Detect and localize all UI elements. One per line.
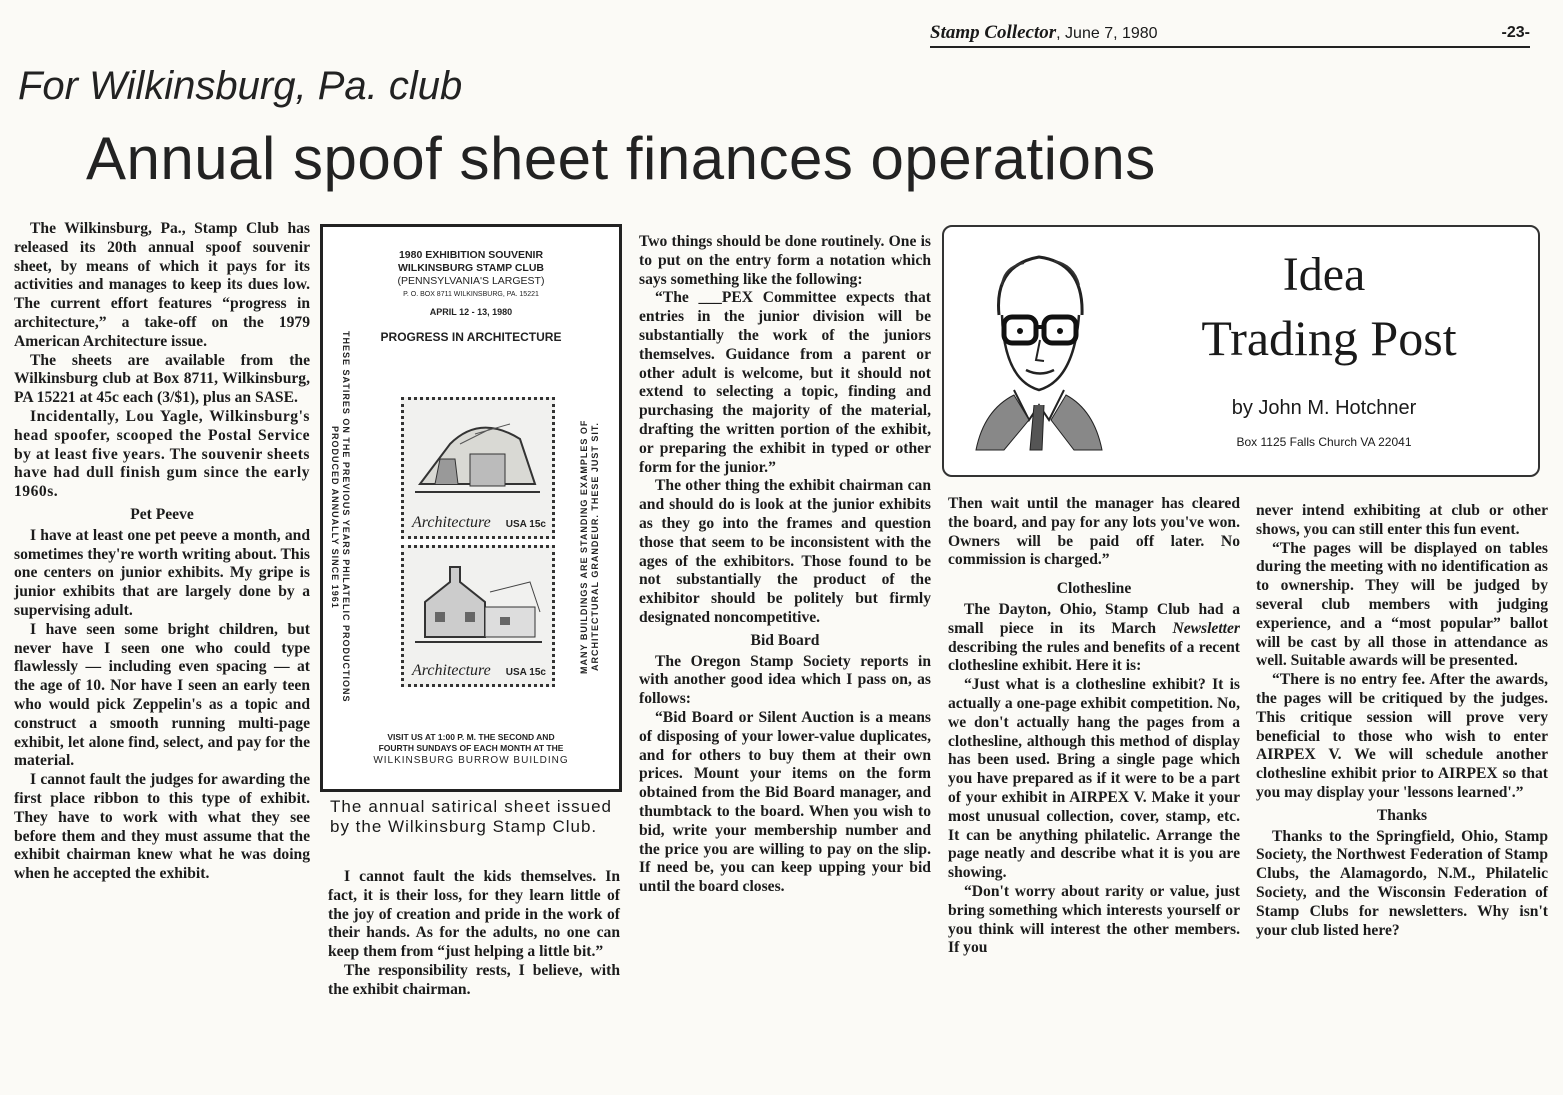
building-illustration-icon <box>410 404 546 504</box>
subheading-bid-board: Bid Board <box>750 631 820 649</box>
sheet-line-1: 1980 EXHIBITION SOUVENIR <box>398 249 544 261</box>
paragraph: The Wilkinsburg, Pa., Stamp Club has released its 20th annual spoof souvenir sheet, by means of which it pays for its activities and manages to keep its dues low. The current effort features “progress in architecture,” a take-off on the 1979 American Architecture issue. <box>14 220 310 350</box>
publication-name: Stamp Collector <box>930 22 1057 43</box>
column-3 <box>639 233 931 897</box>
paragraph: The Oregon Stamp Society reports in with another good idea which I pass on, as follows: <box>639 652 931 708</box>
image-caption: The annual satirical sheet issued by the Wilkinsburg Stamp Club. <box>330 797 612 836</box>
souvenir-sheet-image <box>320 224 622 792</box>
column-5 <box>1256 502 1548 940</box>
paragraph: The responsibility rests, I believe, with the exhibit chairman. <box>328 961 620 998</box>
sheet-line-5: APRIL 12 - 13, 1980 <box>429 307 513 317</box>
subheading-thanks: Thanks <box>1376 806 1428 824</box>
paragraph: The sheets are available from the Wilkinsburg club at Box 8711, Wilkinsburg, PA 15221 at 45c each (3/$1), plus an SASE. <box>14 351 310 407</box>
sheet-line-2: WILKINSBURG STAMP CLUB <box>397 262 545 274</box>
paragraph: Then wait until the manager has cleared the board, and pay for any lots you've won. Owners will be paid off later. No commission is charged.” <box>948 495 1240 569</box>
paragraph: I cannot fault the kids themselves. In fact, it is their loss, for they learn little of the joy of creation and pride in the work of their hands. As for the adults, no one can keep them from “just helping a little bit.” <box>328 868 620 961</box>
paragraph: “Just what is a clothesline exhibit? It is actually a one-page exhibit competition. No, we don't actually hang the pages from a clothesline, although this method of display has been used. Bring a single page which you have prepared as if it were to be a part of your exhibit in AIRPEX V. Make it your most unusual collection, cover, stamp, etc. It can be anything philatelic. Arrange the page neatly and describe what it is you are showing. <box>948 676 1240 882</box>
paragraph: never intend exhibiting at club or other shows, you can still enter this fun event. <box>1256 502 1548 538</box>
stamp-value: USA 15c <box>505 667 546 678</box>
subheading-pet-peeve: Pet Peeve <box>130 505 194 523</box>
column-2 <box>328 868 620 1000</box>
stamp-label: Architecture <box>412 662 491 679</box>
idea-trading-post-box <box>942 225 1540 477</box>
paragraph: Two things should be done routinely. One is to put on the entry form a notation which says something like the following: <box>639 233 931 288</box>
paragraph: “Bid Board or Silent Auction is a means of disposing of your lower-value duplicates, and for others to buy them at their own prices. Mount your items on the form obtained from the Bid Board manager, and thumbtack to the board. When you wish to bid, write your membership number and the price you are willing to pay on the slip. If need be, you can keep upping your bid until the board closes. <box>639 708 931 896</box>
sheet-right-vertical-text: MANY BUILDINGS ARE STANDING EXAMPLES OF ARCHITECTURAL GRANDEUR. THESE JUST SIT. <box>579 419 600 675</box>
paragraph: Thanks to the Springfield, Ohio, Stamp Society, the Northwest Federation of Stamp Clubs, the Alamagordo, N.M., Philatelic Society, and the Wisconsin Federation of Stamp Clubs for newsletters. Why isn't your club listed here? <box>1256 827 1548 939</box>
idea-title-line-2: Trading Post <box>1201 310 1457 366</box>
paragraph: The other thing the exhibit chairman can and should do is look at the junior exhibits as they go into the frames and question those that seem to be inconsistent with the ages of the exhibitors. Those found to be not substantially the product of the exhibitor should be politely but firmly designated noncompetitive. <box>639 477 931 626</box>
sheet-left-vertical-text: THESE SATIRES ON THE PREVIOUS YEARS PHILATELIC PRODUCTIONS PRODUCED ANNUALLY SINCE 1961 <box>330 331 351 703</box>
idea-byline: by John M. Hotchner <box>1231 397 1417 419</box>
issue-date: , June 7, 1980 <box>1056 25 1158 42</box>
masthead-rule <box>930 46 1530 48</box>
column-1 <box>14 220 310 884</box>
building-illustration-icon <box>410 552 546 652</box>
paragraph: “The ___PEX Committee expects that entries in the junior division will be substantially the work of the juniors themselves. Guidance from a parent or other adult is welcome, but it should not extend to selecting a topic, finding and purchasing the majority of the material, drafting the written portion of the exhibit, or preparing the exhibit in typed or other form for the junior.” <box>639 289 931 476</box>
author-portrait <box>974 245 1104 453</box>
column-4 <box>948 495 1240 958</box>
stamp-top <box>401 397 555 539</box>
page-number: -23- <box>1501 24 1530 41</box>
sheet-footer-2: FOURTH SUNDAYS OF EACH MONTH AT THE <box>378 743 564 753</box>
sheet-line-4: P. O. BOX 8711 WILKINSBURG, PA. 15221 <box>403 291 539 298</box>
sheet-footer-1: VISIT US AT 1:00 P. M. THE SECOND AND <box>387 732 555 742</box>
paragraph: “There is no entry fee. After the awards, the pages will be critiqued by the judges. This critique session will prove very beneficial to those who wish to enter AIRPEX V. We will schedule another clothesline exhibit prior to AIRPEX so that you may display your 'lessons learned'.” <box>1256 671 1548 801</box>
newsletter-title: Newsletter <box>1172 619 1240 637</box>
article-headline: Annual spoof sheet finances operations <box>86 125 1156 192</box>
idea-address: Box 1125 Falls Church VA 22041 <box>1236 435 1412 449</box>
paragraph: I have at least one pet peeve a month, and sometimes they're worth writing about. This one centers on junior exhibits. My gripe is junior exhibits that are largely done by a supervising adult. <box>14 526 310 619</box>
stamp-value: USA 15c <box>505 519 546 530</box>
stamp-bottom <box>401 545 555 687</box>
paragraph: The Dayton, Ohio, Stamp Club had a small piece in its March Newsletter describing the rules and benefits of a recent clothesline exhibit. Here it is: <box>948 600 1240 675</box>
stamp-label: Architecture <box>412 514 491 531</box>
masthead <box>930 22 1530 46</box>
paragraph: “Don't worry about rarity or value, just bring something which interests yourself or you think will interest the other members. If you <box>948 882 1240 957</box>
paragraph: “The pages will be displayed on tables during the meeting with no identification as to ownership. They will be judged by several club members with judging experience, and a “most popular” ballot will be cast by all those in attendance as well. Suitable awards will be presented. <box>1256 539 1548 670</box>
subheading-clothesline: Clothesline <box>1056 580 1132 598</box>
sheet-footer-3: WILKINSBURG BURROW BUILDING <box>373 755 569 766</box>
article-kicker: For Wilkinsburg, Pa. club <box>18 64 463 108</box>
paragraph: I have seen some bright children, but never have I seen one who could type flawlessly — including even spacing — at the age of 10. Nor have I seen an early teen who would pick Zeppelin's as a topic and construct a smooth running multi-page exhibit, let alone find, select, and pay for the material. <box>14 620 310 770</box>
paragraph: I cannot fault the judges for awarding the first place ribbon to this type of exhibit. They have to work with what they see before them and they must assume that the exhibit chairman knew what he was doing when he accepted the exhibit. <box>14 771 310 883</box>
idea-title-line-1: Idea <box>1282 248 1366 301</box>
sheet-title: PROGRESS IN ARCHITECTURE <box>380 330 562 344</box>
paragraph: Incidentally, Lou Yagle, Wilkinsburg's head spoofer, scooped the Postal Service by at least five years. The souvenir sheets have had dull finish gum since the early 1960s. <box>14 407 310 501</box>
sheet-line-3: (PENNSYLVANIA'S LARGEST) <box>397 275 545 287</box>
